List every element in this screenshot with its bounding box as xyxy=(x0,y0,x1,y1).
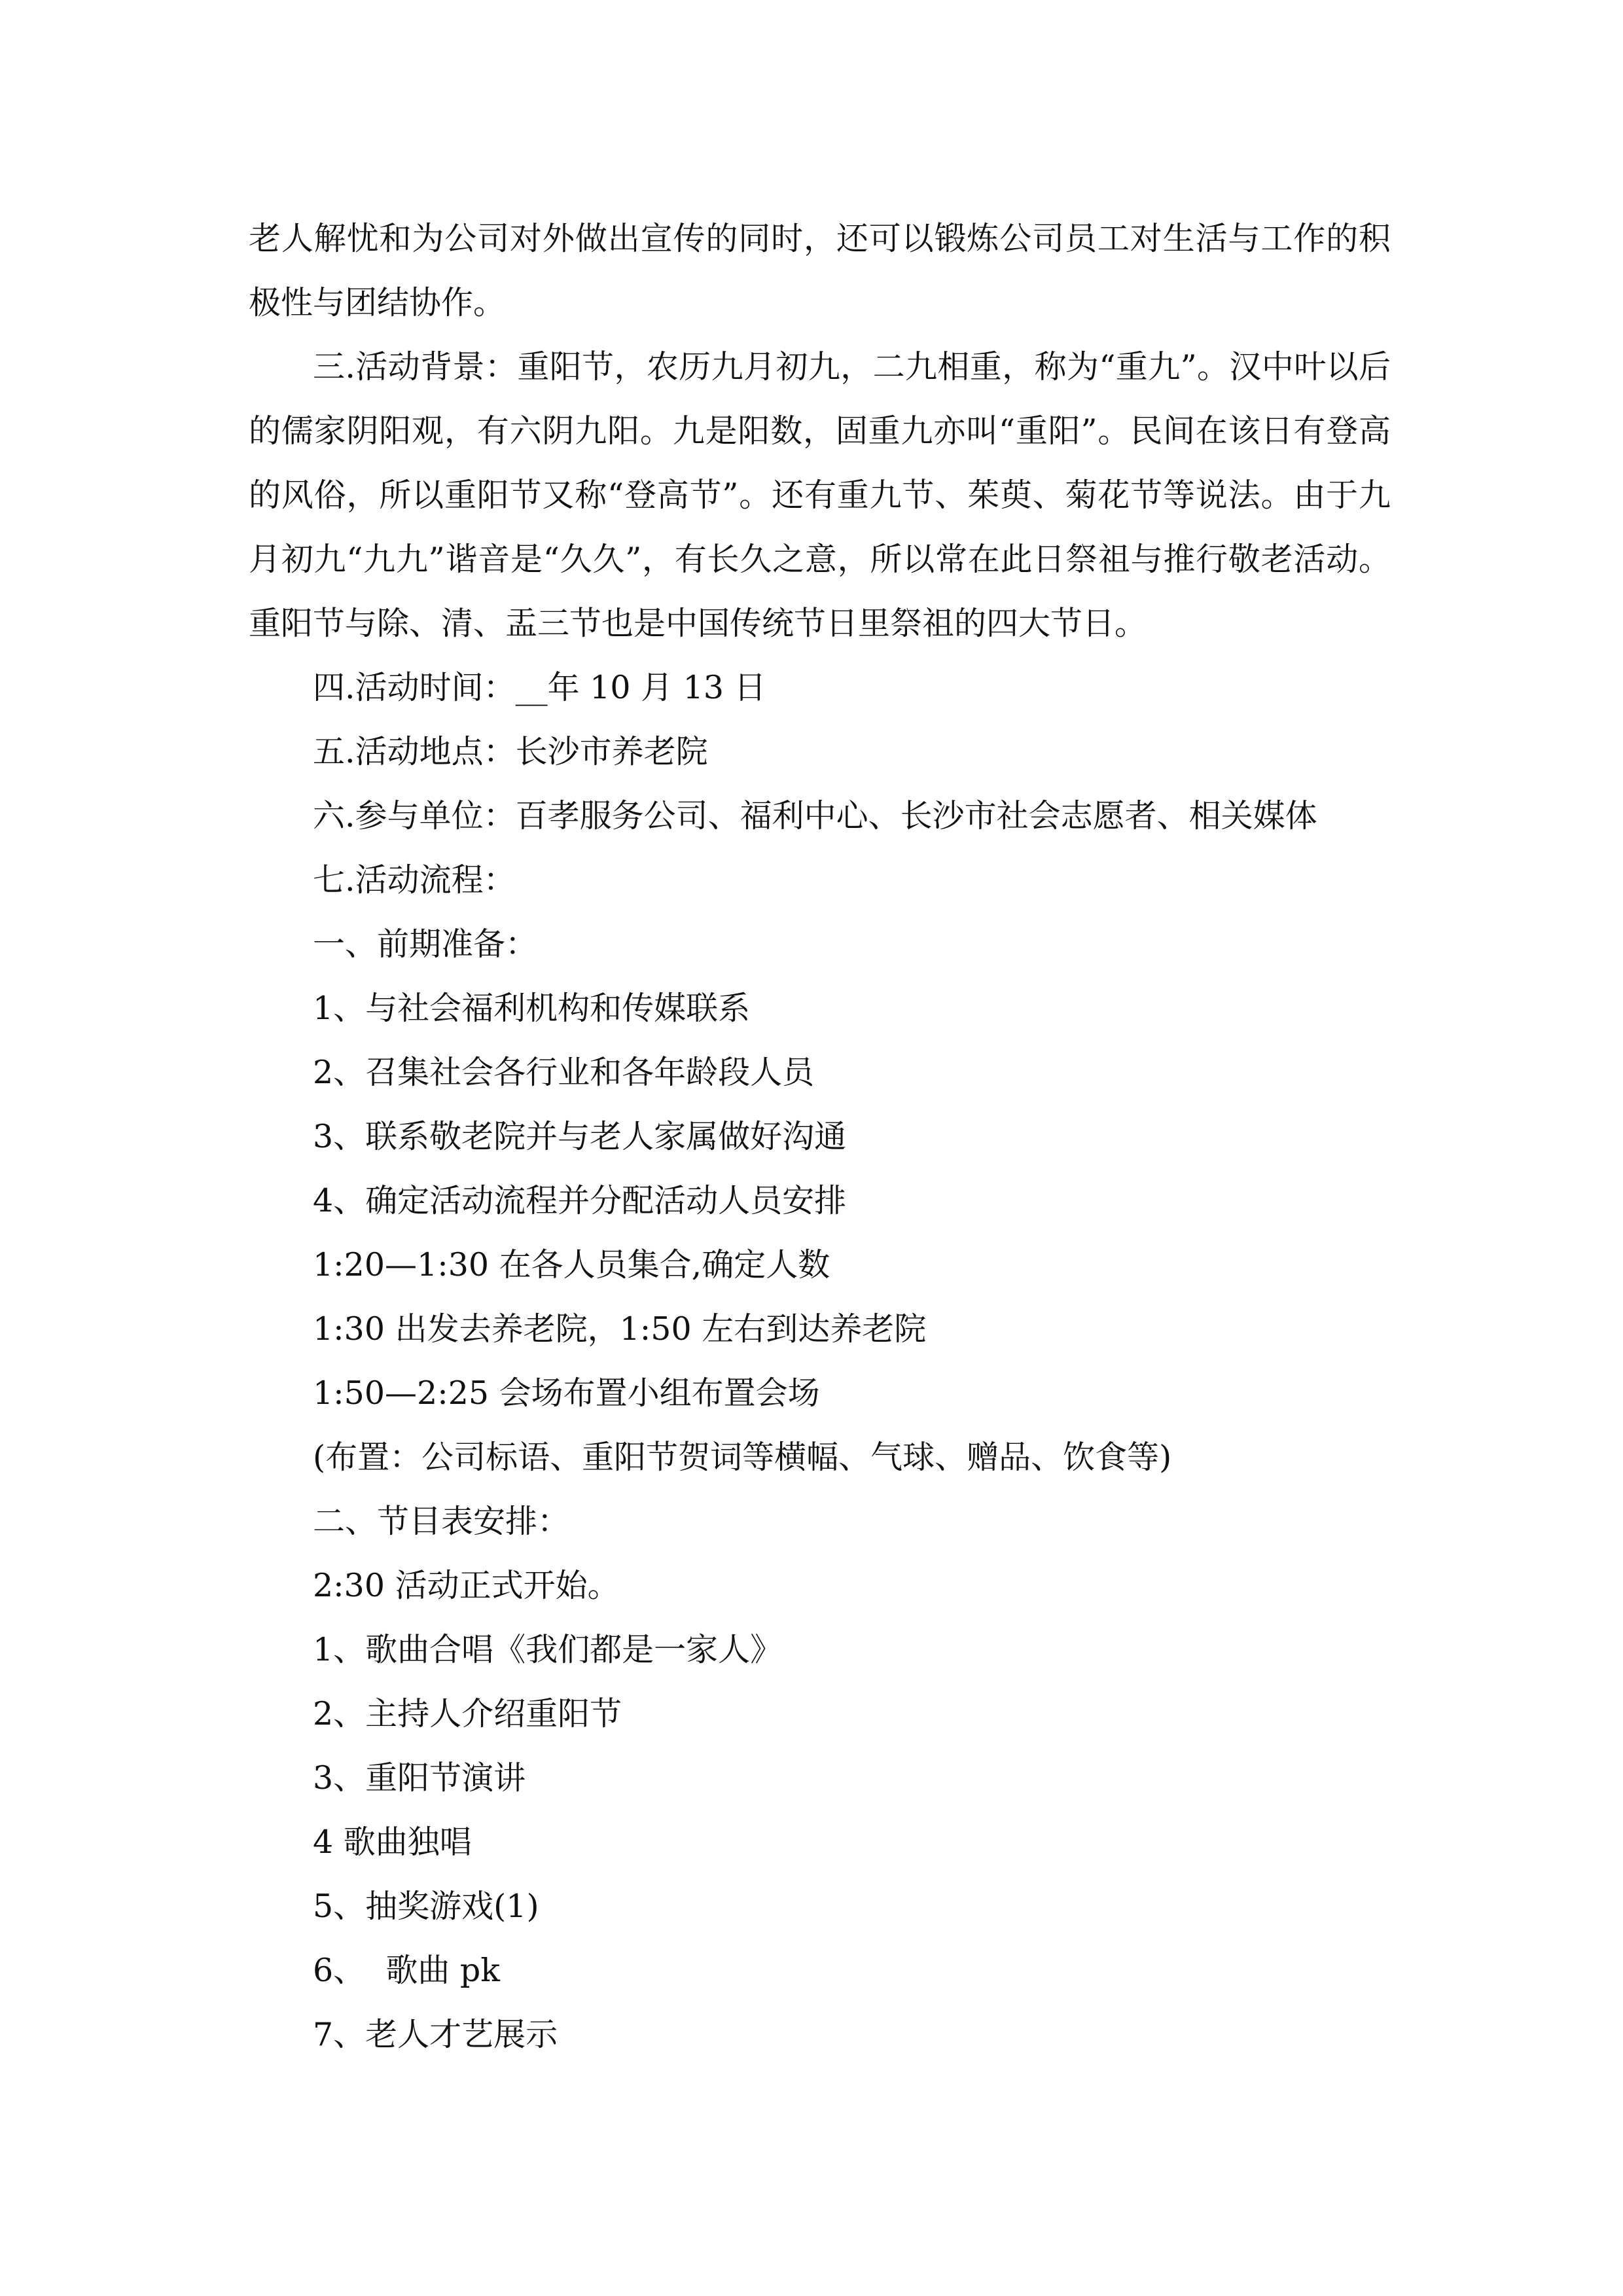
program-item: 1、歌曲合唱《我们都是一家人》 xyxy=(313,1631,783,1668)
schedule-line: 1:50—2:25 会场布置小组布置会场 xyxy=(313,1374,820,1412)
paragraph-intro-continuation: 老人解忧和为公司对外做出宣传的同时，还可以锻炼公司员工对生活与工作的积极性与团结协作。 xyxy=(249,220,1391,321)
list-item: 2、召集社会各行业和各年龄段人员 xyxy=(313,1054,815,1091)
paragraph-activity-process-heading: 七.活动流程： xyxy=(313,861,516,899)
paragraph-participants: 六.参与单位：百孝服务公司、福利中心、长沙市社会志愿者、相关媒体 xyxy=(313,797,1317,834)
list-item: 1、与社会福利机构和传媒联系 xyxy=(313,990,751,1027)
document-body xyxy=(249,207,1391,2067)
program-item: 5、抽奖游戏(1) xyxy=(313,1888,539,1925)
schedule-line: 1:30 出发去养老院，1:50 左右到达养老院 xyxy=(313,1310,927,1348)
program-item: 7、老人才艺展示 xyxy=(313,2016,558,2053)
paragraph-activity-time: 四.活动时间：__年 10 月 13 日 xyxy=(313,669,766,706)
program-item: 3、重阳节演讲 xyxy=(313,1759,526,1797)
schedule-line: 2:30 活动正式开始。 xyxy=(313,1567,620,1604)
paragraph-activity-location: 五.活动地点：长沙市养老院 xyxy=(313,733,708,770)
list-item: 3、联系敬老院并与老人家属做好沟通 xyxy=(313,1118,847,1155)
schedule-note: (布置：公司标语、重阳节贺词等横幅、气球、赠品、饮食等) xyxy=(313,1439,1172,1476)
program-item: 4 歌曲独唱 xyxy=(313,1823,472,1861)
program-item: 2、主持人介绍重阳节 xyxy=(313,1695,622,1732)
paragraph-program-heading: 二、节目表安排： xyxy=(313,1503,570,1540)
list-item: 4、确定活动流程并分配活动人员安排 xyxy=(313,1182,847,1219)
paragraph-preparation-heading: 一、前期准备： xyxy=(313,925,538,963)
paragraph-activity-background: 三.活动背景：重阳节，农历九月初九，二九相重，称为“重九”。汉中叶以后的儒家阴阳观，有六阴九阳。九是阳数，固重九亦叫“重阳”。民间在该日有登高的风俗，所以重阳节又称“登高节”。还有重九节、茱萸、菊花节等说法。由于九月初九“九九”谐音是“久久”，有长久之意，所以常在此日祭祖与推行敬老活动。重阳节与除、清、盂三节也是中国传统节日里祭祖的四大节日。 xyxy=(249,348,1391,642)
program-item: 6、 歌曲 pk xyxy=(313,1952,500,1989)
schedule-line: 1:20—1:30 在各人员集合,确定人数 xyxy=(313,1246,830,1283)
